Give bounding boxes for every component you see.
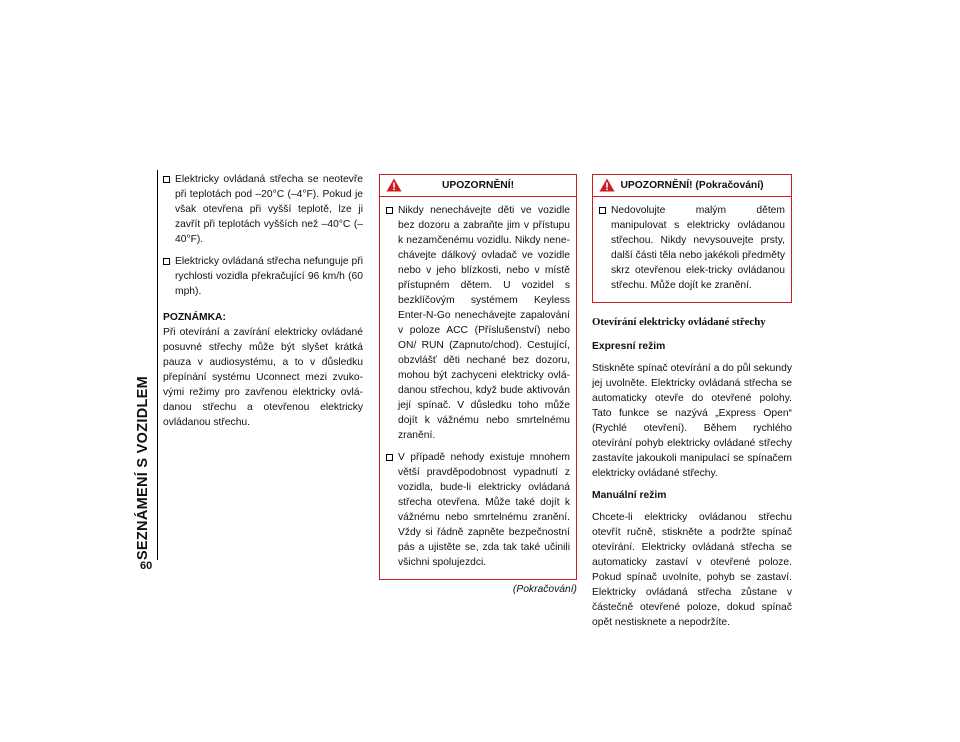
- warning-title: UPOZORNĚNÍ!: [441, 180, 515, 191]
- bullet-temperature: Elektricky ovládaná střecha se neotevře při teplotách pod –20°C (–4°F). Pokud je však otevřena při vyšší teplotě, lze ji zavřít při teplotách vyšších než –40°C (–40°F).: [163, 172, 363, 247]
- warning-bullet-fingers: Nedovolujte malým dětem manipulovat s elektricky ovládanou střechou. Nikdy nevysouvejte prsty, další části těla nebo jakékoli předměty skrz otevřenou elek-tricky ovládanou střechu. Může dojít ke zranění.: [599, 203, 785, 293]
- page-number: 60: [140, 560, 153, 572]
- note-heading: POZNÁMKA:: [163, 312, 226, 323]
- warning-header-continued: [593, 175, 791, 197]
- manual-mode-heading: Manuální režim: [592, 490, 667, 501]
- warning-bullet-children: Nikdy nenechávejte děti ve vozidle bez dozoru a zabraňte jim v přístupu k nezamčenému vozidlu. Nikdy nene-chávejte dálkový ovladač ve vozidle nebo v jeho blízkosti, nebo v místě přístupném dětem. U vozidel s bezklíčovým systémem Keyless Enter-N-Go nenechávejte zapalování v poloze ACC (Příslušenství) nebo ON/ RUN (Zapnuto/chod). Cestující, obzvlášť děti nechané bez dozoru, mohou být zachyceni elektricky ovlá-danou střechou, když bude aktivován její spínač. V důsledku toho může dojít k vážnému nebo smrtelnému zranění.: [386, 203, 570, 443]
- express-mode-heading: Expresní režim: [592, 341, 666, 352]
- side-divider: [157, 170, 158, 560]
- bullet-speed: Elektricky ovládaná střecha nefunguje při rychlosti vozidla překračující 96 km/h (60 mph).: [163, 254, 363, 299]
- warning-title-continued: UPOZORNĚNÍ! (Pokračování): [620, 180, 764, 191]
- warning-header: [380, 175, 576, 197]
- warning-body: [380, 197, 576, 579]
- section-title: Otevírání elektricky ovládané střechy: [592, 316, 766, 328]
- column-right: [592, 174, 792, 637]
- express-mode-text: Stiskněte spínač otevírání a do půl sekundy jej uvolněte. Elektricky ovládaná střecha se automaticky otevře do otevřené polohy. Tato funkce se nazývá „Express Open“ (Rychlé otevření). Během rychlého otevírání pohyb elektricky ovládané střechy zastavíte jakoukoli manipulací se spínačem elektricky ovládané střechy.: [592, 363, 792, 479]
- continued-label: (Pokračování): [512, 584, 577, 595]
- section-side-title: SEZNÁMENÍ S VOZIDLEM: [135, 375, 151, 560]
- manual-mode-text: Chcete-li elektricky ovládanou střechu otevřít ručně, stiskněte a podržte spínač otevírání. Elektricky ovládaná střecha se automaticky zastaví v otevřené poloze. Pokud spínač uvolníte, pohyb se zastaví. Elektricky ovládaná střecha zůstane v částečně otevřené poloze, dokud spínač opět nestisknete a nepodržíte.: [592, 512, 792, 628]
- column-left: [163, 172, 363, 437]
- warning-triangle-icon: [599, 178, 615, 192]
- warning-bullet-accident: V případě nehody existuje mnohem větší pravděpodobnost vypadnutí z vozidla, bude-li elektricky ovládaná střecha otevřena. Může také dojít k vážnému nebo smrtelnému zranění. Vždy si řádně zapněte bezpečnostní pás a ujistěte se, zda tak také učinili všichni spolujezdci.: [386, 450, 570, 570]
- column-middle: [379, 174, 577, 597]
- warning-body-continued: [593, 197, 791, 302]
- warning-box-continued: [592, 174, 792, 303]
- warning-triangle-icon: [386, 178, 402, 192]
- warning-box: [379, 174, 577, 580]
- note-text: Při otevírání a zavírání elektricky ovládané posuvné střechy může být slyšet krátká pauza v audiosystému, a to v důsledku přepínání systému Uconnect mezi zvuko-vými režimy pro zavřenou elektricky ovlá-danou střechu a otevřenou elektricky ovládanou střechu.: [163, 327, 363, 428]
